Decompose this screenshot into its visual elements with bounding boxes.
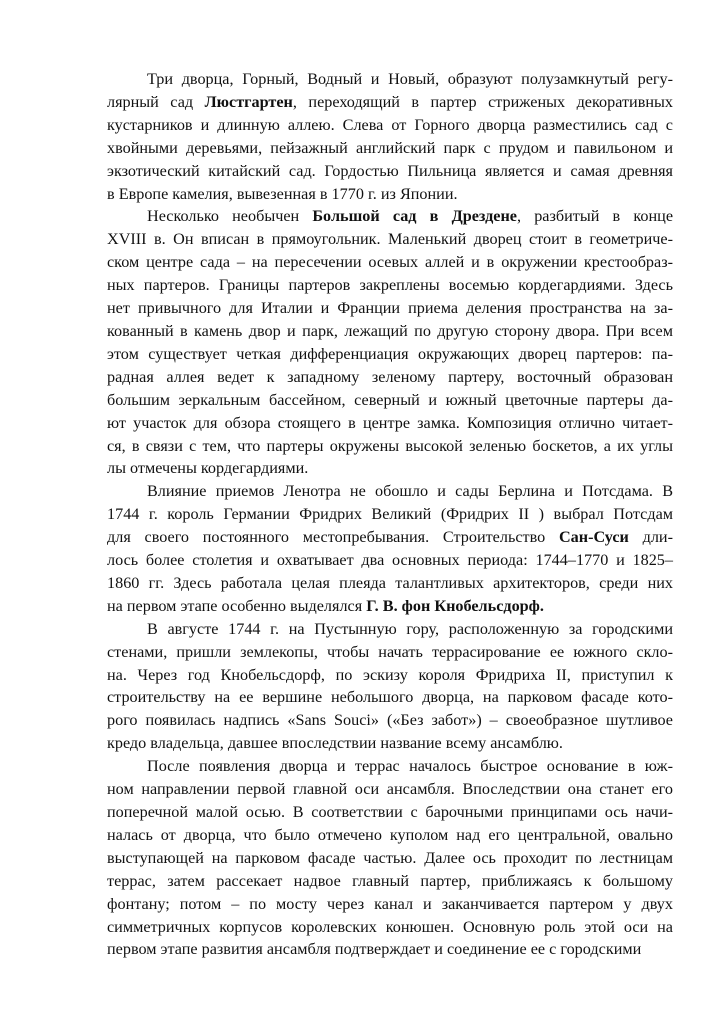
text-line <box>107 68 673 91</box>
text-line <box>107 847 673 870</box>
text-run: строительству на ее вершине небольшого дворца, на парковом фасаде кото- <box>107 688 673 707</box>
paragraph <box>107 68 673 205</box>
text-line <box>107 160 673 183</box>
text-line <box>107 801 673 824</box>
text-run: Влияние приемов Ленотра не обошло и сады Берлина и Потсдама. В <box>147 482 673 501</box>
text-run: рого появилась надпись «Sans Souci» («Без забот») – своеобразное шутливое <box>107 711 673 730</box>
text-line <box>107 114 673 137</box>
text-run: первом этапе развития ансамбля подтверждает и соединение ее с городскими <box>107 940 642 959</box>
text-run: террас, затем рассекает надвое главный партер, приближаясь к большому <box>107 871 673 890</box>
text-run: ном направлении первой главной оси ансамбля. Впоследствии она станет его <box>107 780 673 799</box>
text-run: кредо владельца, давшее впоследствии название всему ансамблю. <box>107 734 563 753</box>
text-line <box>107 916 673 939</box>
text-line <box>107 457 673 480</box>
paragraph <box>107 755 673 961</box>
text-line <box>107 549 673 572</box>
text-line <box>107 618 673 641</box>
text-line <box>107 480 673 503</box>
text-run: 1860 гг. Здесь работала целая плеяда талантливых архитекторов, среди них <box>107 573 673 592</box>
text-line <box>107 686 673 709</box>
text-line <box>107 709 673 732</box>
text-line <box>107 320 673 343</box>
text-run: Несколько необычен <box>147 207 313 226</box>
text-line <box>107 938 673 961</box>
text-line <box>107 595 673 618</box>
text-line <box>107 664 673 687</box>
bold-term: Сан-Суси <box>558 528 629 547</box>
text-run: ся, в связи с тем, что партеры окружены высокой зеленью боскетов, а их углы <box>107 436 673 455</box>
text-run: экзотический китайский сад. Гордостью Пильница является и самая древняя <box>107 161 673 180</box>
text-line <box>107 274 673 297</box>
text-run: радная аллея ведет к западному зеленому партеру, восточный образован <box>107 367 673 386</box>
text-run: большим зеркальным бассейном, северный и южный цветочные партеры да- <box>107 390 673 409</box>
text-line <box>107 183 673 206</box>
text-line <box>107 366 673 389</box>
text-run: налась от дворца, что было отмечено куполом над его центральной, овально <box>107 825 673 844</box>
text-line <box>107 641 673 664</box>
text-run: 1744 г. король Германии Фридрих Великий (Фридрих II ) выбрал Потсдам <box>107 505 673 524</box>
text-run: в Европе камелия, вывезенная в 1770 г. из Японии. <box>107 184 458 203</box>
text-run: ных партеров. Границы партеров закреплены восемью кордегардиями. Здесь <box>107 276 673 295</box>
text-run: фонтану; потом – по мосту через канал и заканчивается партером у двух <box>107 894 673 913</box>
text-run: В августе 1744 г. на Пустынную гору, расположенную за городскими <box>147 619 673 638</box>
paragraph <box>107 480 673 617</box>
text-run: ском центре сада – на пересечении осевых аллей и в окружении крестообраз- <box>107 253 673 272</box>
text-run: симметричных корпусов королевских конюшен. Основную роль этой оси на <box>107 917 673 936</box>
text-run: стенами, пришли землекопы, чтобы начать террасирование ее южного скло- <box>107 642 673 661</box>
text-line <box>107 893 673 916</box>
text-run: После появления дворца и террас началось быстрое основание в юж- <box>147 757 673 776</box>
text-run: лось более столетия и охватывает два основных периода: 1744–1770 и 1825– <box>107 551 673 570</box>
text-run: Три дворца, Горный, Водный и Новый, образуют полузамкнутый регу- <box>147 70 673 88</box>
text-line <box>107 228 673 251</box>
text-run: на. Через год Кнобельсдорф, по эскизу короля Фридриха II, приступил к <box>107 665 673 684</box>
bold-term: Большой сад в Дрездене <box>312 207 517 226</box>
text-line <box>107 297 673 320</box>
text-run: выступающей на парковом фасаде частью. Далее ось проходит по лестницам <box>107 848 673 867</box>
text-line <box>107 732 673 755</box>
text-line <box>107 778 673 801</box>
bold-term: Г. В. фон Кнобельсдорф. <box>366 596 544 615</box>
text-run: на первом этапе особенно выделялся <box>107 596 367 615</box>
text-run: лы отмечены кордегардиями. <box>107 459 309 478</box>
text-run: дли- <box>628 528 673 547</box>
text-line <box>107 251 673 274</box>
text-run: кованный в камень двор и парк, лежащий по другую сторону двора. При всем <box>107 321 673 340</box>
text-run: , разбитый в конце <box>517 207 674 226</box>
text-line <box>107 389 673 412</box>
text-line <box>107 412 673 435</box>
text-run: , переходящий в партер стриженых декоративных <box>292 92 673 111</box>
text-line <box>107 503 673 526</box>
paragraph <box>107 205 673 480</box>
text-line <box>107 526 673 549</box>
text-line <box>107 343 673 366</box>
text-line <box>107 91 673 114</box>
text-line <box>107 755 673 778</box>
paragraph <box>107 618 673 755</box>
text-run: кустарников и длинную аллею. Слева от Горного дворца разместились сад с <box>107 115 673 134</box>
text-line <box>107 435 673 458</box>
body-text <box>107 68 673 961</box>
bold-term: Люстгартен <box>204 92 293 111</box>
text-run: ют участок для обзора стоящего в центре замка. Композиция отлично читает- <box>107 413 673 432</box>
text-line <box>107 824 673 847</box>
text-run: нет привычного для Италии и Франции приема деления пространства на за- <box>107 299 673 318</box>
text-run: лярный сад <box>107 92 205 111</box>
text-run: этом существует четкая дифференциация окружающих дворец партеров: па- <box>107 344 673 363</box>
text-run: XVIII в. Он вписан в прямоугольник. Маленький дворец стоит в геометриче- <box>107 230 673 249</box>
text-run: хвойными деревьями, пейзажный английский парк с прудом и павильоном и <box>107 138 673 157</box>
text-line <box>107 870 673 893</box>
text-run: поперечной малой осью. В соответствии с барочными принципами ось начи- <box>107 803 673 821</box>
text-line <box>107 205 673 228</box>
text-line <box>107 137 673 160</box>
text-line <box>107 572 673 595</box>
text-run: для своего постоянного местопребывания. Строительство <box>107 528 559 547</box>
